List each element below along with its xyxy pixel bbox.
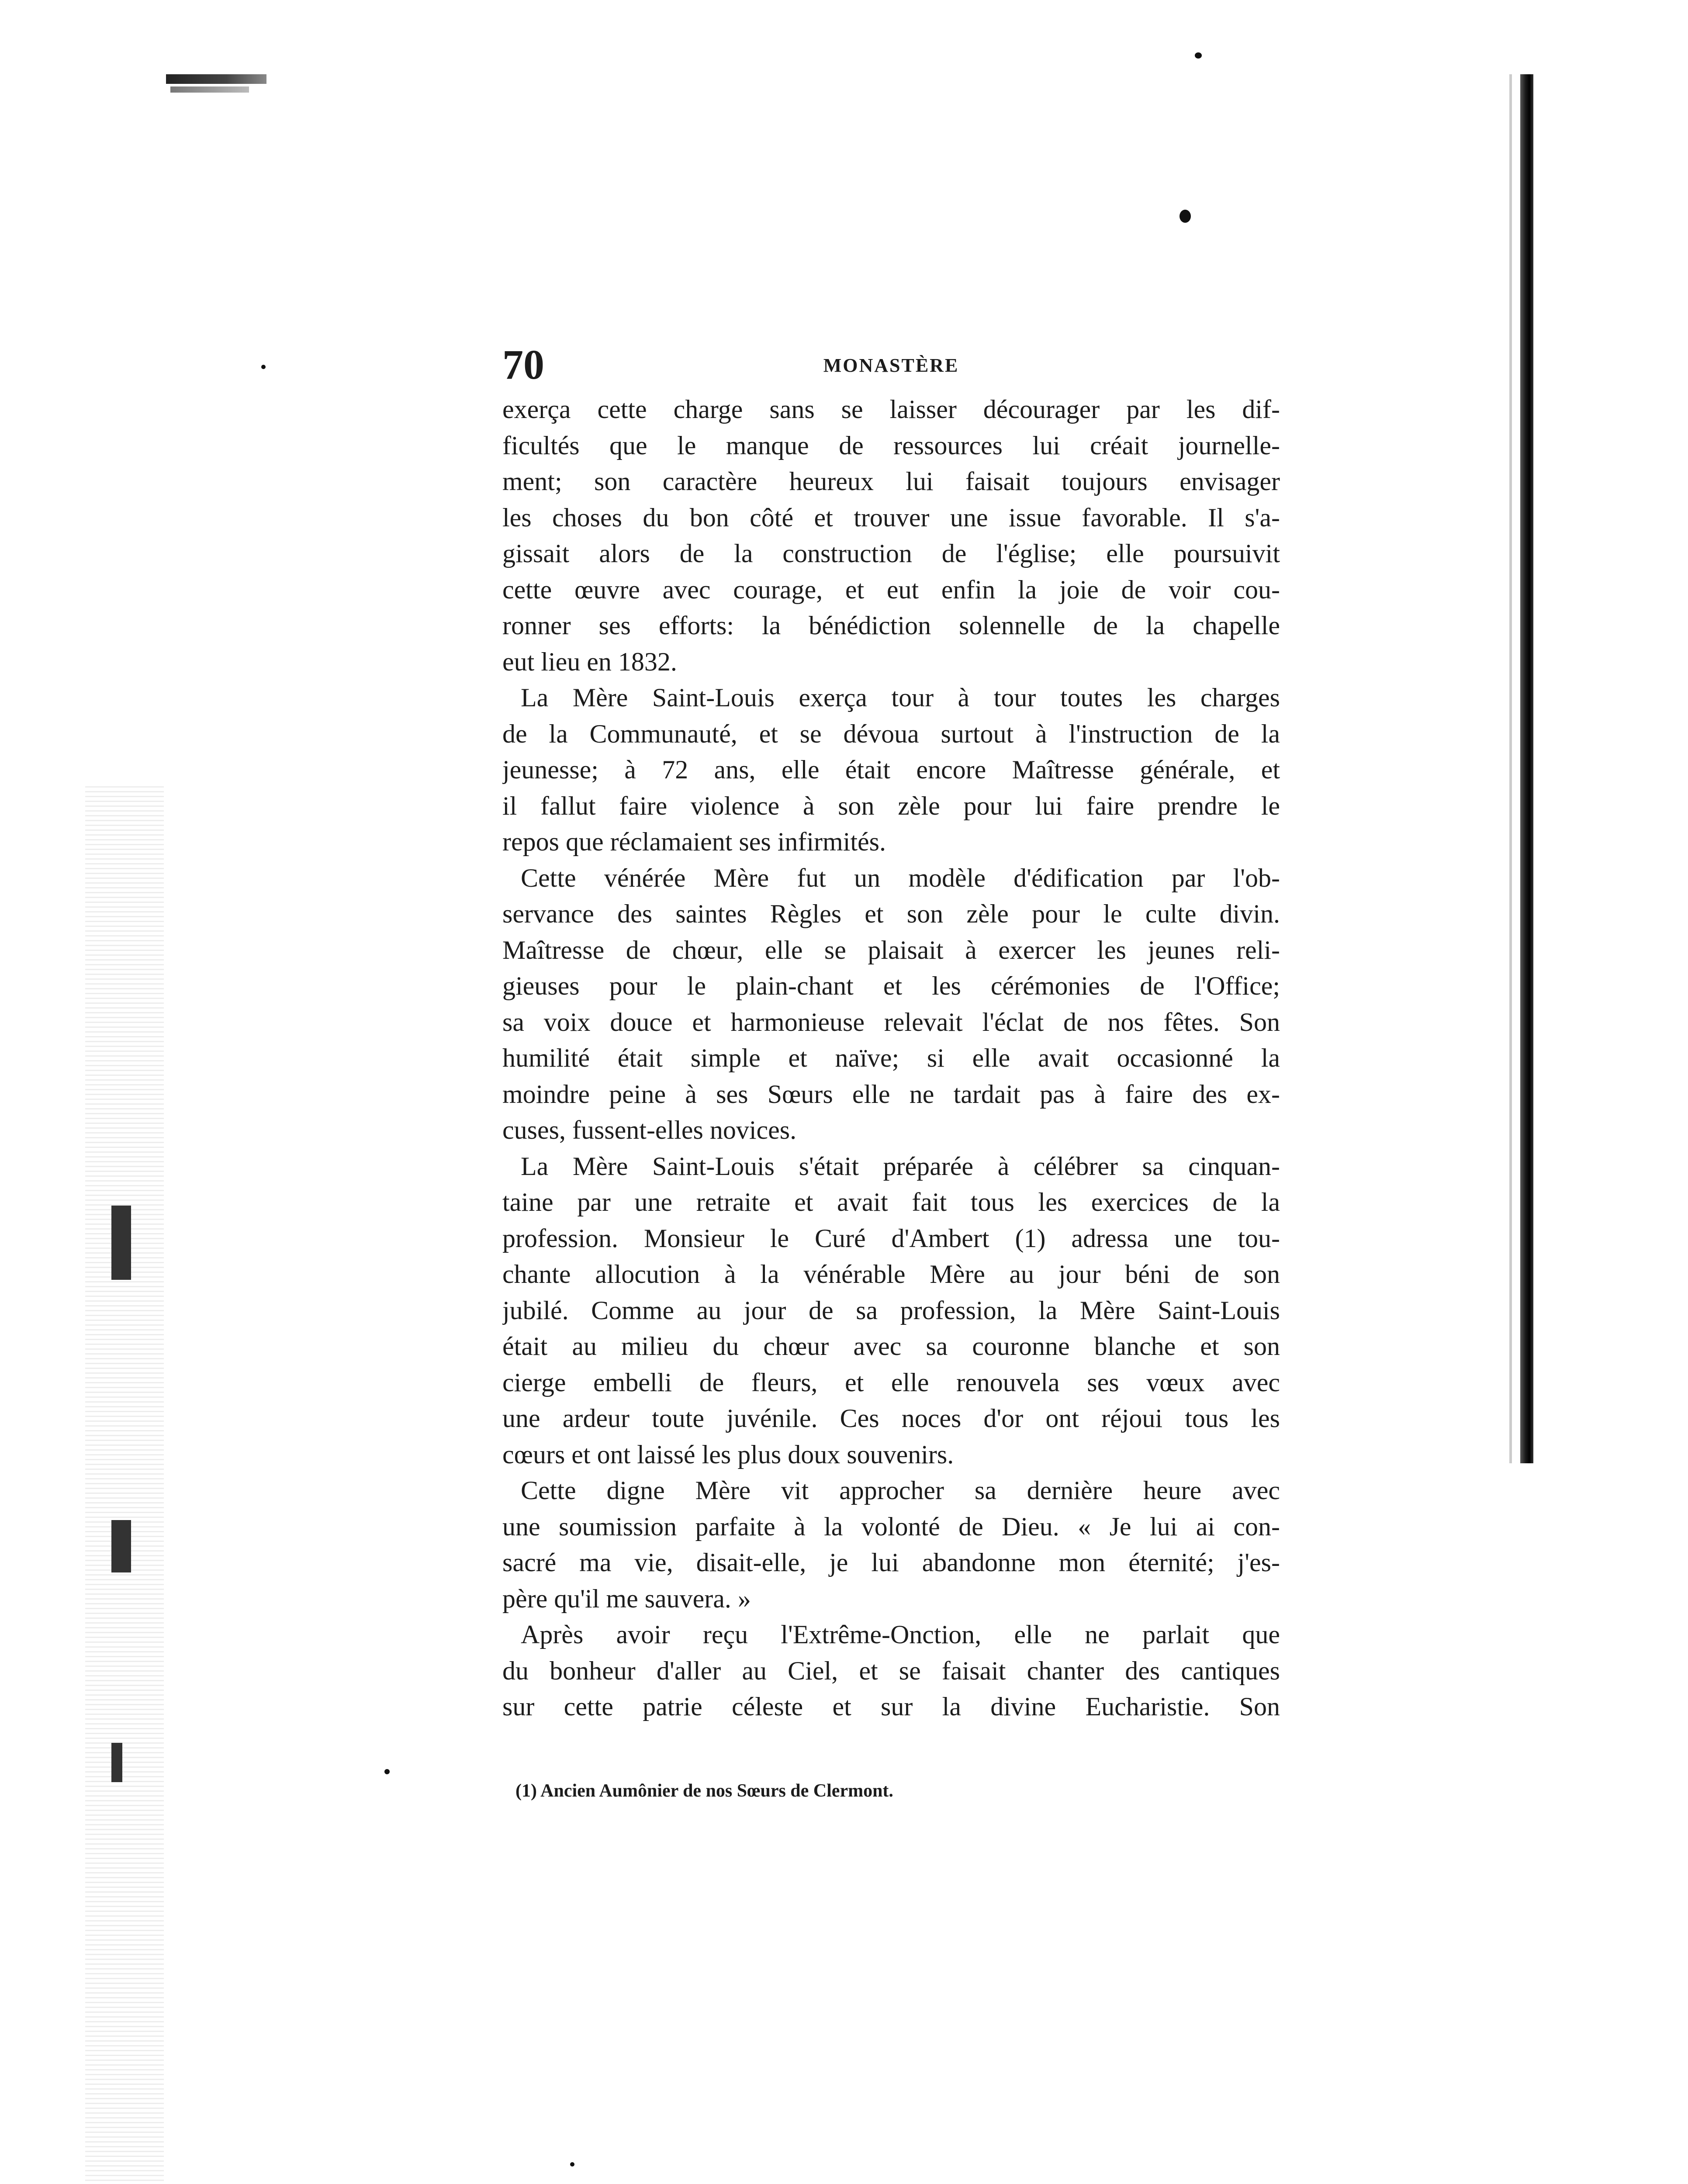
scan-artifact-top-bar-faint — [170, 86, 249, 93]
scan-speck — [1195, 52, 1202, 59]
book-page — [502, 341, 1280, 1725]
scan-speck — [261, 365, 266, 369]
text-line: exerça cette charge sans se laisser décourager par les dif- — [502, 395, 1280, 424]
scan-artifact-top-bar — [166, 74, 266, 84]
text-line: servance des saintes Règles et son zèle pour le culte divin. — [502, 899, 1280, 928]
footnote: (1) Ancien Aumônier de nos Sœurs de Clermont. — [515, 1781, 893, 1801]
text-line: humilité était simple et naïve; si elle avait occasionné la — [502, 1044, 1280, 1072]
text-line: du bonheur d'aller au Ciel, et se faisait chanter des cantiques — [502, 1656, 1280, 1685]
scan-artifact-left-block — [111, 1206, 131, 1280]
scan-artifact-left-block — [111, 1743, 122, 1782]
scan-artifact-left-block — [111, 1520, 131, 1572]
text-line: jeunesse; à 72 ans, elle était encore Maîtresse générale, et — [502, 755, 1280, 784]
text-line: moindre peine à ses Sœurs elle ne tardait pas à faire des ex- — [502, 1079, 1280, 1109]
text-line: cuses, fussent-elles novices. — [502, 1116, 797, 1144]
text-line: ficultés que le manque de ressources lui créait journelle- — [502, 431, 1280, 460]
text-line: Après avoir reçu l'Extrême-Onction, elle ne parlait que — [521, 1620, 1280, 1649]
text-line: La Mère Saint-Louis exerça tour à tour toutes les charges — [521, 683, 1280, 712]
text-line: Cette digne Mère vit approcher sa dernière heure avec — [521, 1476, 1280, 1505]
text-line: une ardeur toute juvénile. Ces noces d'or ont réjoui tous les — [502, 1404, 1280, 1433]
text-line: cierge embelli de fleurs, et elle renouvela ses vœux avec — [502, 1368, 1280, 1397]
text-line: les choses du bon côté et trouver une issue favorable. Il s'a- — [502, 503, 1280, 532]
running-title: MONASTÈRE — [823, 355, 959, 376]
text-line: taine par une retraite et avait fait tous les exercices de la — [502, 1188, 1280, 1216]
scan-speck — [384, 1769, 390, 1774]
scan-speck — [1180, 210, 1191, 223]
text-line: était au milieu du chœur avec sa couronne blanche et son — [502, 1332, 1280, 1361]
text-line: ment; son caractère heureux lui faisait toujours envisager — [502, 467, 1280, 496]
scan-speck — [570, 2162, 574, 2167]
text-line: sa voix douce et harmonieuse relevait l'éclat de nos fêtes. Son — [502, 1007, 1280, 1037]
text-line: sacré ma vie, disait-elle, je lui abandonne mon éternité; j'es- — [502, 1548, 1280, 1577]
text-line: cœurs et ont laissé les plus doux souvenirs. — [502, 1440, 954, 1469]
scan-artifact-left-edge-noise — [85, 786, 164, 2184]
text-line: repos que réclamaient ses infirmités. — [502, 827, 886, 856]
text-line: La Mère Saint-Louis s'était préparée à célébrer sa cinquan- — [521, 1151, 1280, 1181]
text-line: cette œuvre avec courage, et eut enfin la joie de voir cou- — [502, 575, 1280, 604]
scan-artifact-right-edge-shadow — [1509, 74, 1512, 1463]
text-line: père qu'il me sauvera. » — [502, 1584, 751, 1613]
text-line: gissait alors de la construction de l'église; elle poursuivit — [502, 539, 1280, 568]
running-head — [502, 341, 1280, 389]
page-number: 70 — [502, 341, 544, 388]
text-line: profession. Monsieur le Curé d'Ambert (1) adressa une tou- — [502, 1223, 1280, 1253]
text-line: il fallut faire violence à son zèle pour lui faire prendre le — [502, 791, 1280, 820]
text-line: sur cette patrie céleste et sur la divine Eucharistie. Son — [502, 1692, 1280, 1721]
text-line: Maîtresse de chœur, elle se plaisait à exercer les jeunes reli- — [502, 935, 1280, 964]
text-line: eut lieu en 1832. — [502, 647, 677, 676]
body-text — [502, 391, 1280, 1725]
text-line: Cette vénérée Mère fut un modèle d'édification par l'ob- — [521, 863, 1280, 892]
text-line: ronner ses efforts: la bénédiction solennelle de la chapelle — [502, 611, 1280, 640]
scan-artifact-right-edge — [1520, 74, 1533, 1463]
text-line: chante allocution à la vénérable Mère au jour béni de son — [502, 1260, 1280, 1289]
text-line: une soumission parfaite à la volonté de Dieu. « Je lui ai con- — [502, 1512, 1280, 1541]
text-line: gieuses pour le plain-chant et les cérémonies de l'Office; — [502, 971, 1280, 1000]
text-line: jubilé. Comme au jour de sa profession, la Mère Saint-Louis — [502, 1296, 1280, 1325]
text-line: de la Communauté, et se dévoua surtout à l'instruction de la — [502, 719, 1280, 748]
